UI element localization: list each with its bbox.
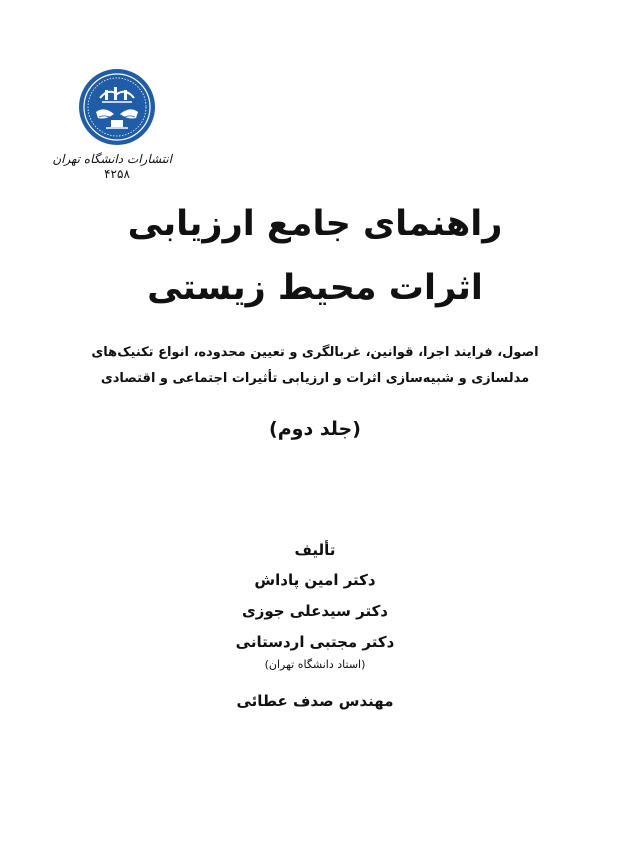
author-3-affiliation: (استاد دانشگاه تهران) — [264, 658, 366, 671]
book-title-line-1: راهنمای جامع ارزیابی — [127, 204, 503, 244]
publisher-block — [52, 68, 172, 181]
subtitle-line-2: مدلسازی و شبیه‌سازی اثرات و ارزیابی تأثیرات اجتماعی و اقتصادی — [100, 371, 530, 386]
volume-label: (جلد دوم) — [269, 418, 361, 440]
publisher-name: انتشارات دانشگاه تهران — [52, 152, 172, 166]
university-of-tehran-seal-icon — [78, 68, 156, 146]
author-3: دکتر مجتبی اردستانی — [235, 633, 395, 651]
author-1: دکتر امین پاداش — [254, 571, 376, 589]
author-4: مهندس صدف عطائی — [236, 692, 394, 710]
book-title-line-2: اثرات محیط زیستی — [147, 268, 483, 308]
authorship-label: تألیف — [294, 541, 336, 559]
publication-number: ۴۲۵۸ — [104, 167, 130, 181]
author-2: دکتر سیدعلی جوزی — [241, 602, 388, 620]
subtitle-line-1: اصول، فرایند اجرا، قوانین، غربالگری و تعیین محدوده، انواع تکنیک‌های — [91, 345, 539, 360]
